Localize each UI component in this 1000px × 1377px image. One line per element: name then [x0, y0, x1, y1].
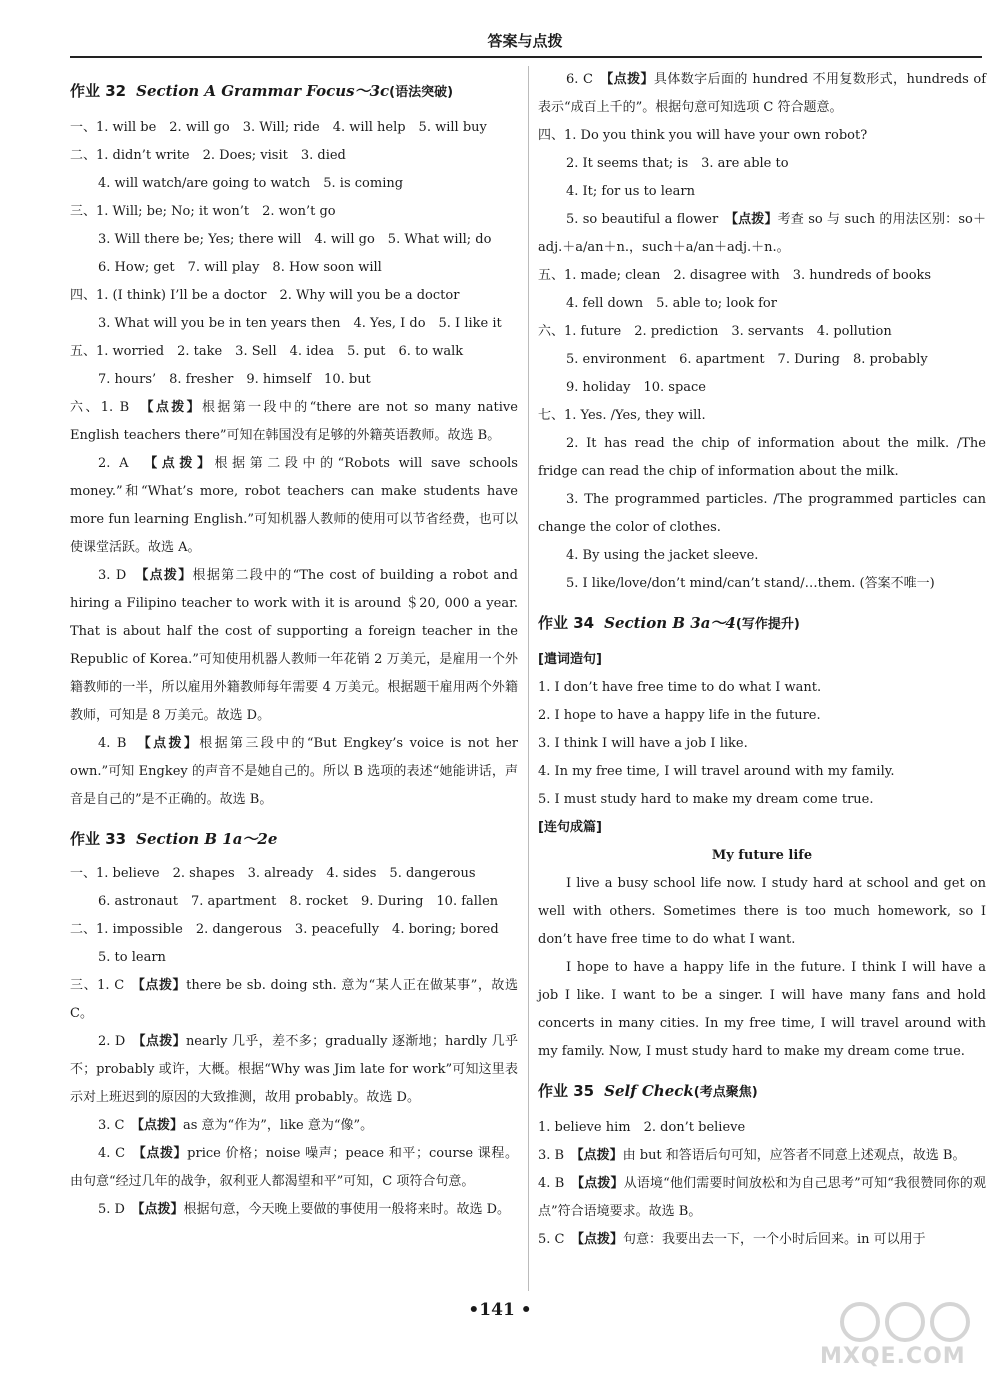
tip-text: 句意：我要出去一下，一个小时后回来。in 可以用于 [623, 1232, 926, 1247]
answer-with-tip [538, 1226, 986, 1254]
tip-text: 由 but 和答语后句可知，应答者不同意上述观点，故选 B。 [622, 1148, 966, 1163]
tip-text: price 价格；noise 噪声；peace 和平；course 课程。由句意“经过几年的战争，叙利亚人都渴望和平”可知，C 项符合句意。 [70, 1146, 518, 1189]
answer-with-tip [538, 206, 986, 262]
tip-label: 【点拨】 [138, 978, 187, 993]
tip-label: 【点拨】 [146, 400, 202, 415]
answer-key: 3. D [98, 568, 142, 583]
answer-line: 3. What will you be in ten years then 4. Yes, I do 5. I like it [98, 316, 502, 331]
answer-key: 5. C [538, 1232, 578, 1247]
answer-key: 6. C [566, 72, 607, 87]
watermark-text: MXQE.COM [820, 1344, 966, 1369]
answer-line: 一、1. believe 2. shapes 3. already 4. sides 5. dangerous [70, 866, 476, 881]
tip-text: 根据第二段中的“The cost of building a robot and hiring a Filipino teacher to work with it is around ＄20, 000 a year. That is about half the cost of supporting a foreign teacher in the Republic of Korea.”可知使用机器人教师一年花销 2 万美元，是雇用一个外籍教师的一半，所以雇用外籍教师每年需要 4 万美元。根据题干雇用两个外籍教师，可知是 8 万美元。故选 D。 [70, 568, 518, 723]
answer-line: 三、1. Will; be; No; it won’t 2. won’t go [70, 204, 336, 219]
answer-key: 4. B [98, 736, 145, 751]
section-title: Section B 1a～2e [136, 830, 278, 848]
answer-line: 2. I hope to have a happy life in the future. [538, 708, 821, 723]
answer-line: 五、1. made; clean 2. disagree with 3. hundreds of books [538, 268, 932, 283]
tip-text: 从语境“他们需要时间放松和为自己思考”可知“我很赞同你的观点”符合语境要求。故选 B。 [538, 1176, 986, 1219]
answer-key: 4. C [98, 1146, 140, 1161]
answer-key: 六、1. B [70, 400, 147, 415]
page-header: 答案与点拨 [487, 32, 563, 50]
section-subtitle: (写作提升) [735, 617, 800, 632]
answer-key: 4. B [538, 1176, 578, 1191]
tip-label: 【点拨】 [577, 1176, 624, 1191]
homework-number: 作业 35 [538, 1082, 595, 1100]
tip-text: 根据句意，今天晚上要做的事使用一般将来时。故选 D。 [183, 1202, 511, 1217]
tip-label: 【点拨】 [731, 212, 778, 227]
answer-line: 4. will watch/are going to watch 5. is coming [98, 176, 404, 191]
answer-line: 9. holiday 10. space [566, 380, 706, 395]
answer-with-tip [70, 394, 518, 450]
right-column [538, 66, 986, 1254]
answer-line: 七、1. Yes. /Yes, they will. [538, 408, 706, 423]
section-heading [70, 824, 518, 854]
answer-line: 六、1. future 2. prediction 3. servants 4. pollution [538, 324, 892, 339]
answer-line: 五、1. worried 2. take 3. Sell 4. idea 5. put 6. to walk [70, 344, 464, 359]
section-heading [70, 76, 518, 108]
answer-line: 3. I think I will have a job I like. [538, 736, 748, 751]
tip-label: 【点拨】 [144, 736, 200, 751]
answer-paragraph: 2. It has read the chip of information about the milk. /The fridge can read the chip of information about the milk. [538, 436, 986, 479]
essay-paragraph: I hope to have a happy life in the future. I think I will have a job I like. I want to be a singer. I will have many fans and hold concerts in many cities. In my free time, I will travel around with my family. Now, I must study hard to make my dream come true. [538, 960, 986, 1059]
column-divider [528, 66, 529, 1291]
section-subtitle: (语法突破) [389, 85, 454, 100]
answer-line: 二、1. didn’t write 2. Does; visit 3. died [70, 148, 346, 163]
answer-line: 6. How; get 7. will play 8. How soon will [98, 260, 382, 275]
answer-with-tip [70, 730, 518, 814]
tip-text: 根据第三段中的“But Engkey’s voice is not her own.”可知 Engkey 的声音不是她自己的。所以 B 选项的表述“她能讲话，声音是自己的”是不正确的。故选 B。 [70, 736, 518, 807]
tip-label: 【点拨】 [577, 1148, 623, 1163]
page-number: •141 • [468, 1300, 532, 1320]
subsection-label: [连句成篇] [538, 820, 602, 835]
answer-line: 5. environment 6. apartment 7. During 8. probably [566, 352, 928, 367]
answer-key: 三、1. C [70, 978, 139, 993]
answer-line: 一、1. will be 2. will go 3. Will; ride 4. will help 5. will buy [70, 120, 487, 135]
tip-label: 【点拨】 [137, 1118, 183, 1133]
answer-with-tip [538, 1142, 986, 1170]
answer-line: 2. It seems that; is 3. are able to [566, 156, 789, 171]
section-heading [538, 608, 986, 640]
answer-line: 1. believe him 2. don’t believe [538, 1120, 746, 1135]
answer-with-tip [70, 562, 518, 730]
homework-number: 作业 34 [538, 614, 595, 632]
left-column [70, 66, 518, 1224]
answer-with-tip [70, 1112, 518, 1140]
answer-line: 5. I must study hard to make my dream come true. [538, 792, 874, 807]
section-title: Section B 3a～4 [604, 614, 736, 632]
tip-label: 【点拨】 [137, 1202, 184, 1217]
answer-with-tip [538, 1170, 986, 1226]
subsection-label: [遣词造句] [538, 652, 602, 667]
answer-line: 5. to learn [98, 950, 166, 965]
answer-with-tip [70, 972, 518, 1028]
answer-with-tip [538, 66, 986, 122]
answer-key: 5. so beautiful a flower [566, 212, 732, 227]
header-rule [70, 56, 982, 58]
tip-label: 【点拨】 [139, 1034, 186, 1049]
answer-line: 二、1. impossible 2. dangerous 3. peacefully 4. boring; bored [70, 922, 499, 937]
answer-key: 5. D [98, 1202, 138, 1217]
tip-label: 【点拨】 [577, 1232, 623, 1247]
section-subtitle: (考点聚焦) [693, 1085, 758, 1100]
homework-number: 作业 32 [70, 82, 127, 100]
tip-text: 根据第二段中的“Robots will save schools money.”和“What’s more, robot teachers can make students have more fun learning English.”可知机器人教师的使用可以节省经费，也可以使课堂活跃。故选 A。 [70, 456, 518, 555]
tip-text: as 意为“作为”，like 意为“像”。 [183, 1118, 374, 1133]
tip-label: 【点拨】 [139, 1146, 188, 1161]
answer-with-tip [70, 1140, 518, 1196]
tip-label: 【点拨】 [141, 568, 193, 583]
answer-line: 7. hours’ 8. fresher 9. himself 10. but [98, 372, 371, 387]
answer-key: 2. A [98, 456, 151, 471]
tip-text: 具体数字后面的 hundred 不用复数形式，hundreds of 表示“成百上千的”。根据句意可知选项 C 符合题意。 [538, 72, 987, 115]
answer-line: 四、1. (I think) I’ll be a doctor 2. Why will you be a doctor [70, 288, 460, 303]
answer-with-tip [70, 450, 518, 562]
answer-line: 5. I like/love/don’t mind/can’t stand/…them. (答案不唯一) [566, 576, 935, 591]
answer-line: 4. fell down 5. able to; look for [566, 296, 777, 311]
answer-paragraph: 3. The programmed particles. /The programmed particles can change the color of clothes. [538, 492, 986, 535]
tip-label: 【点拨】 [150, 456, 215, 471]
answer-line: 4. It; for us to learn [566, 184, 695, 199]
answer-line: 4. By using the jacket sleeve. [566, 548, 759, 563]
answer-line: 3. Will there be; Yes; there will 4. will go 5. What will; do [98, 232, 492, 247]
answer-with-tip [70, 1196, 518, 1224]
answer-line: 1. I don’t have free time to do what I want. [538, 680, 822, 695]
homework-number: 作业 33 [70, 830, 127, 848]
watermark-logo [820, 1300, 990, 1370]
section-title: Self Check [604, 1082, 694, 1100]
essay-title: My future life [711, 848, 813, 863]
answer-line: 四、1. Do you think you will have your own robot? [538, 128, 868, 143]
answer-key: 3. B [538, 1148, 578, 1163]
tip-label: 【点拨】 [606, 72, 654, 87]
section-title: Section A Grammar Focus～3c [136, 82, 390, 100]
essay-paragraph: I live a busy school life now. I study hard at school and get on well with others. Sometimes there is too much homework, so I don’t have free time to do what I want. [538, 876, 986, 947]
tip-text: 根据第一段中的“there are not so many native English teachers there”可知在韩国没有足够的外籍英语教师。故选 B。 [70, 400, 518, 443]
tip-text: 考查 so 与 such 的用法区别：so＋adj.＋a/an＋n.，such＋a/an＋adj.＋n.。 [538, 212, 986, 255]
answer-key: 3. C [98, 1118, 138, 1133]
answer-line: 4. In my free time, I will travel around with my family. [538, 764, 895, 779]
tip-text: nearly 几乎，差不多；gradually 逐渐地；hardly 几乎不；probably 或许，大概。根据“Why was Jim late for work”可知这里表示对上班迟到的原因的大致推测，故用 probably。故选 D。 [70, 1034, 518, 1105]
tip-text: there be sb. doing sth. 意为“某人正在做某事”，故选 C。 [70, 978, 519, 1021]
answer-key: 2. D [98, 1034, 140, 1049]
answer-line: 6. astronaut 7. apartment 8. rocket 9. During 10. fallen [98, 894, 499, 909]
section-heading [538, 1076, 986, 1108]
answer-with-tip [70, 1028, 518, 1112]
